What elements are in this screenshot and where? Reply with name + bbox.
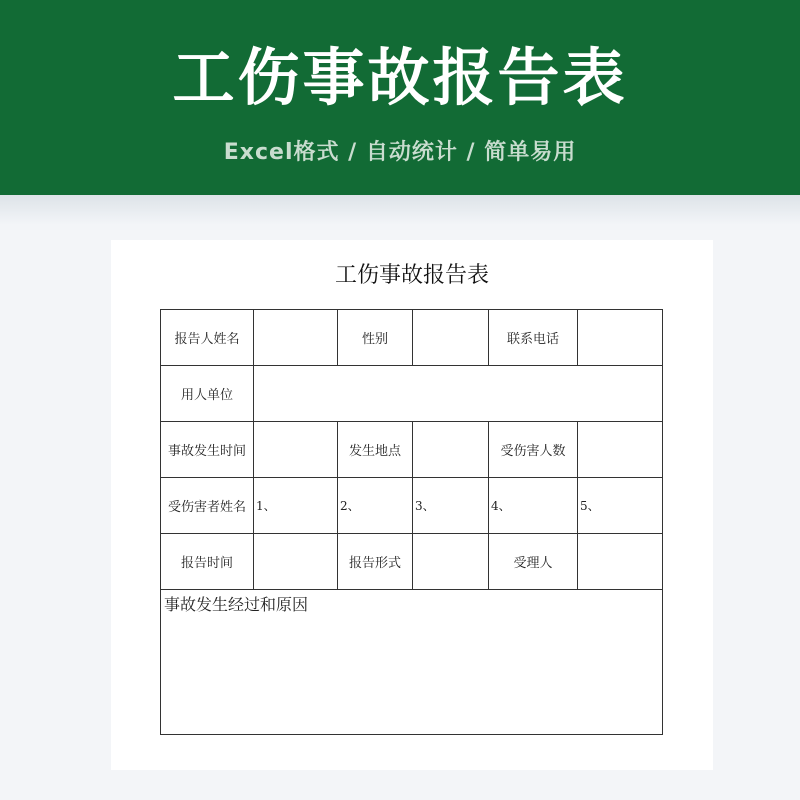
banner-title: 工伤事故报告表: [172, 41, 628, 114]
table-row: [161, 478, 663, 534]
accident-time-field[interactable]: [254, 422, 338, 478]
accident-description-label: 事故发生经过和原因: [164, 595, 309, 614]
report-table: [160, 309, 663, 735]
employer-label: 用人单位: [161, 366, 254, 422]
reporter-name-field[interactable]: [254, 310, 338, 366]
table-row: [161, 310, 663, 366]
document-title: 工伤事故报告表: [334, 263, 489, 288]
victims-name-label: 受伤害者姓名: [161, 478, 254, 534]
victim-slot-5[interactable]: 5、: [578, 478, 663, 534]
report-form-field[interactable]: [413, 534, 489, 590]
header-banner: [0, 0, 800, 195]
phone-field[interactable]: [578, 310, 663, 366]
receiver-label: 受理人: [489, 534, 578, 590]
banner-shadow: [0, 195, 800, 225]
phone-label: 联系电话: [489, 310, 578, 366]
report-form-label: 报告形式: [338, 534, 413, 590]
reporter-name-label: 报告人姓名: [161, 310, 254, 366]
victim-slot-3[interactable]: 3、: [413, 478, 489, 534]
table-row: [161, 422, 663, 478]
accident-time-label: 事故发生时间: [161, 422, 254, 478]
victims-count-field[interactable]: [578, 422, 663, 478]
report-form-document: [111, 240, 713, 770]
victims-count-label: 受伤害人数: [489, 422, 578, 478]
accident-place-label: 发生地点: [338, 422, 413, 478]
table-row: [161, 366, 663, 422]
victim-slot-2[interactable]: 2、: [338, 478, 413, 534]
report-time-field[interactable]: [254, 534, 338, 590]
gender-label: 性别: [338, 310, 413, 366]
gender-field[interactable]: [413, 310, 489, 366]
receiver-field[interactable]: [578, 534, 663, 590]
employer-field[interactable]: [254, 366, 663, 422]
table-row: [161, 534, 663, 590]
report-time-label: 报告时间: [161, 534, 254, 590]
accident-description-field[interactable]: [161, 590, 663, 735]
table-row: [161, 590, 663, 735]
victim-slot-4[interactable]: 4、: [489, 478, 578, 534]
accident-place-field[interactable]: [413, 422, 489, 478]
banner-subtitle: Excel格式 / 自动统计 / 简单易用: [223, 140, 577, 165]
victim-slot-1[interactable]: 1、: [254, 478, 338, 534]
